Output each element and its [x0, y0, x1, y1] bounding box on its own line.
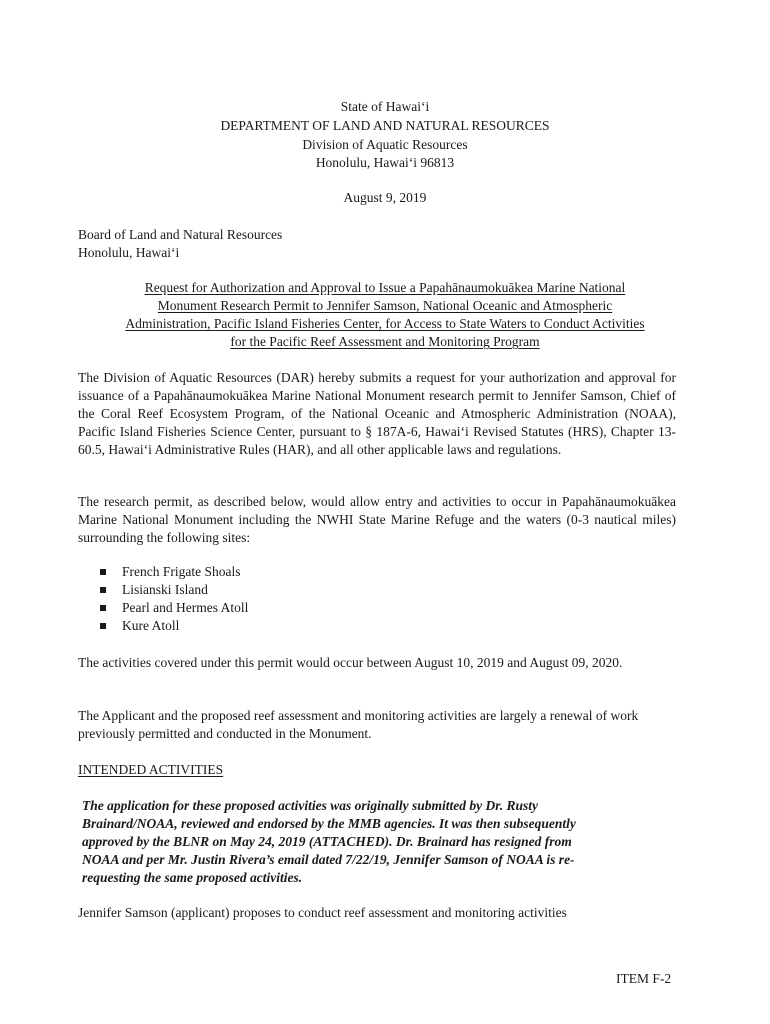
paragraph-permit-scope: The research permit, as described below, would allow entry and activities to occur in Papahānaumokuākea Marine National Monument including the NWHI State Marine Refuge and the waters (0-3 nautical miles) surrounding the following sites:	[78, 494, 676, 545]
note-line: requesting the same proposed activities.	[82, 870, 303, 885]
note-line: NOAA and per Mr. Justin Rivera’s email dated 7/22/19, Jennifer Samson of NOAA is re-	[82, 852, 575, 867]
subject-line: for the Pacific Reef Assessment and Monitoring Program	[230, 334, 540, 349]
bullet-square-icon	[100, 569, 106, 575]
paragraph-applicant: Jennifer Samson (applicant) proposes to conduct reef assessment and monitoring activities	[78, 905, 567, 920]
section-heading-intended-activities: INTENDED ACTIVITIES	[78, 762, 224, 777]
list-item	[100, 581, 248, 599]
subject-line: Administration, Pacific Island Fisheries Center, for Access to State Waters to Conduct Activities	[125, 316, 645, 331]
addressee-line1: Board of Land and Natural Resources	[78, 227, 283, 242]
bullet-square-icon	[100, 605, 106, 611]
item-label: ITEM F-2	[616, 971, 672, 986]
bullet-square-icon	[100, 587, 106, 593]
header-address: Honolulu, Hawai‘i 96813	[315, 155, 455, 170]
document-date: August 9, 2019	[343, 190, 427, 205]
addressee-line2: Honolulu, Hawai‘i	[78, 245, 180, 260]
list-item	[100, 563, 248, 581]
paragraph-permit-dates: The activities covered under this permit would occur between August 10, 2019 and August 09, 2020.	[78, 655, 623, 670]
note-block	[82, 797, 682, 887]
site-name: French Frigate Shoals	[122, 564, 241, 579]
paragraph-request: The Division of Aquatic Resources (DAR) hereby submits a request for your authorization and approval for issuance of a Papahānaumokuākea Marine National Monument research permit to Jennifer Samson, Chief of the Coral Reef Ecosystem Program, of the National Oceanic and Atmospheric Administration (NOAA), Pacific Island Fisheries Science Center, pursuant to § 187A-6, Hawai‘i Revised Statutes (HRS), Chapter 13-60.5, Hawai‘i Administrative Rules (HAR), and all other applicable laws and regulations.	[78, 370, 676, 457]
list-item	[100, 617, 248, 635]
bullet-square-icon	[100, 623, 106, 629]
header-department: DEPARTMENT OF LAND AND NATURAL RESOURCES	[220, 118, 550, 133]
subject-line: Request for Authorization and Approval to Issue a Papahānaumokuākea Marine National	[144, 280, 626, 295]
site-name: Pearl and Hermes Atoll	[122, 600, 249, 615]
sites-list	[100, 563, 248, 635]
note-line: Brainard/NOAA, reviewed and endorsed by the MMB agencies. It was then subsequently	[82, 816, 576, 831]
subject-line: Monument Research Permit to Jennifer Samson, National Oceanic and Atmospheric	[157, 298, 613, 313]
paragraph-renewal: The Applicant and the proposed reef assessment and monitoring activities are largely a renewal of work previously permitted and conducted in the Monument.	[78, 708, 639, 741]
note-line: approved by the BLNR on May 24, 2019 (ATTACHED). Dr. Brainard has resigned from	[82, 834, 572, 849]
subject-heading	[0, 279, 770, 351]
site-name: Kure Atoll	[122, 618, 180, 633]
list-item	[100, 599, 248, 617]
header-division: Division of Aquatic Resources	[302, 137, 468, 152]
note-line: The application for these proposed activities was originally submitted by Dr. Rusty	[82, 798, 539, 813]
header-state: State of Hawai‘i	[340, 99, 430, 114]
site-name: Lisianski Island	[122, 582, 208, 597]
